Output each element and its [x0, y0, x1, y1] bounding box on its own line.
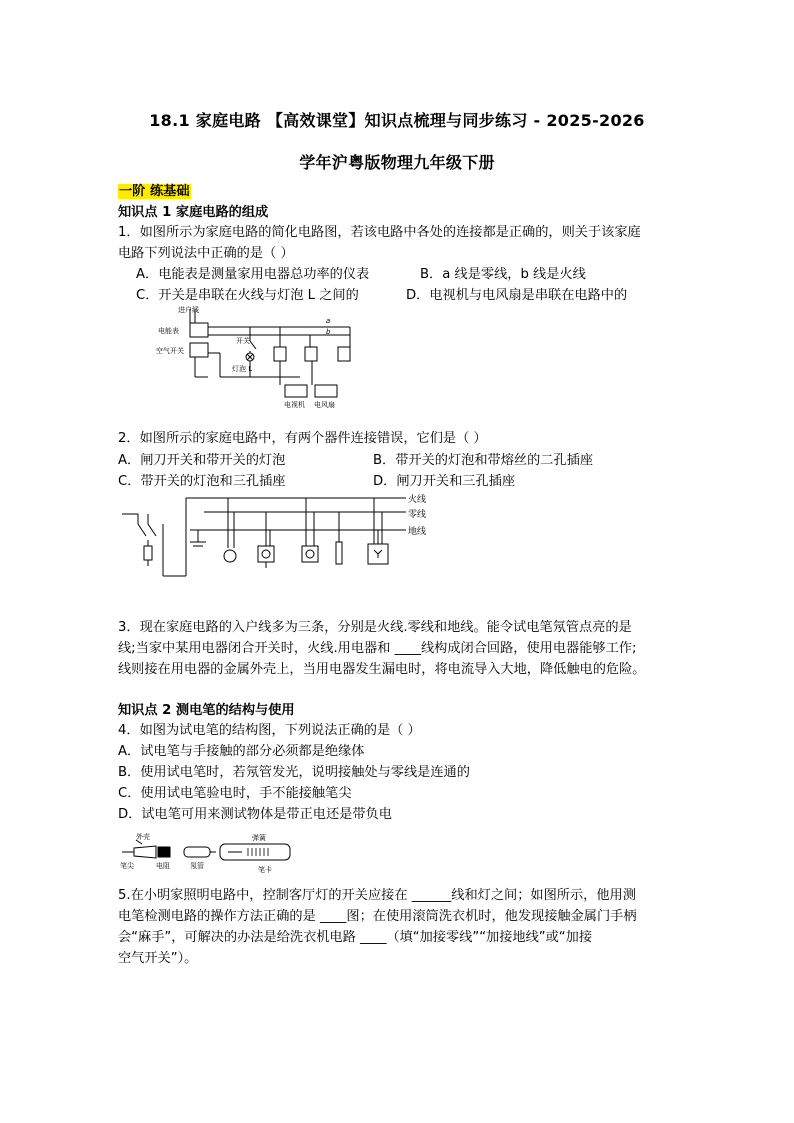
q2-option-a: A．闸刀开关和带开关的灯泡 — [118, 453, 286, 468]
q4-option-d: D．试电笔可用来测试物体是带正电还是带负电 — [118, 807, 392, 822]
fig4-label-spring: 弹簧 — [252, 834, 266, 842]
q4-option-a: A．试电笔与手接触的部分必须都是绝缘体 — [118, 744, 365, 759]
q5-stem-line4: 空气开关”）。 — [118, 951, 198, 966]
fig1-label-switch: 开关 — [236, 337, 250, 345]
q1-option-c: C．开关是串联在火线与灯泡 L 之间的 — [136, 288, 359, 303]
q3-stem-line3: 线则接在用电器的金属外壳上，当用电器发生漏电时，将电流导入大地，降低触电的危险。 — [118, 662, 646, 677]
q1-option-d: D．电视机与电风扇是串联在电路中的 — [406, 288, 628, 303]
section-label: 一阶 练基础 — [119, 184, 190, 199]
page-title-line1: 18.1 家庭电路 【高效课堂】知识点梳理与同步练习 - 2025-2026 — [149, 111, 645, 130]
q1-option-b: B．a 线是零线，b 线是火线 — [420, 267, 586, 282]
q4-test-pen-diagram — [118, 832, 298, 874]
fig1-label-a: a — [326, 317, 331, 325]
q2-stem: 2．如图所示的家庭电路中，有两个器件连接错误，它们是（ ） — [118, 431, 487, 446]
q5-stem-line1: 5.在小明家照明电路中，控制客厅灯的开关应接在 ______线和灯之间；如图所示，他用测 — [118, 888, 636, 903]
fig1-label-breaker: 空气开关 — [156, 347, 184, 355]
q2-option-b: B．带开关的灯泡和带熔丝的二孔插座 — [373, 453, 594, 468]
q1-stem-line1: 1．如图所示为家庭电路的简化电路图，若该电路中各处的连接都是正确的，则关于该家庭 — [118, 225, 641, 240]
fig2-label-neutral: 零线 — [408, 510, 427, 520]
q5-stem-line3: 会“麻手”，可解决的办法是给洗衣机电路 ____（填“加接零线”“加接地线”或“加接 — [118, 930, 593, 945]
q4-option-b: B．使用试电笔时，若氖管发光，说明接触处与零线是连通的 — [118, 765, 470, 780]
knowledge-point-1-title: 知识点 1 家庭电路的组成 — [118, 205, 269, 220]
q2-option-d: D．闸刀开关和三孔插座 — [373, 474, 516, 489]
fig1-label-meter: 电能表 — [158, 327, 179, 335]
q4-option-c: C．使用试电笔验电时，手不能接触笔尖 — [118, 786, 352, 801]
q1-circuit-diagram — [150, 303, 365, 410]
fig4-label-shell: 外壳 — [136, 833, 150, 841]
q3-stem-line1: 3．现在家庭电路的入户线多为三条，分别是火线.零线和地线。能令试电笔氖管点亮的是 — [118, 620, 632, 635]
knowledge-point-2-title: 知识点 2 测电笔的结构与使用 — [118, 703, 295, 718]
fig2-label-live: 火线 — [408, 495, 427, 505]
fig4-label-tip: 笔尖 — [120, 862, 134, 870]
fig1-label-in-line: 进户线 — [178, 306, 199, 314]
q1-stem-line2: 电路下列说法中正确的是（ ） — [118, 246, 294, 261]
fig1-label-b: b — [326, 328, 331, 336]
fig1-label-fan: 电风扇 — [314, 401, 335, 409]
fig4-label-neon: 氖管 — [190, 862, 204, 870]
q3-stem-line2: 线;当家中某用电器闭合开关时，火线.用电器和 ____线构成闭合回路，使用电器能够工作; — [118, 641, 637, 656]
page-title-line2: 学年沪粤版物理九年级下册 — [299, 153, 495, 172]
fig4-label-clip: 笔卡 — [258, 866, 272, 874]
fig4-label-resistor: 电阻 — [156, 862, 170, 870]
fig1-label-tv: 电视机 — [284, 401, 305, 409]
q1-option-a: A．电能表是测量家用电器总功率的仪表 — [136, 267, 370, 282]
fig2-label-ground: 地线 — [408, 527, 427, 537]
q5-stem-line2: 电笔检测电路的操作方法正确的是 ____图；在使用滚筒洗衣机时，他发现接触金属门手柄 — [118, 909, 637, 924]
q2-circuit-diagram — [118, 492, 438, 592]
q4-stem: 4．如图为试电笔的结构图，下列说法正确的是（ ） — [118, 723, 421, 738]
fig1-label-bulb: 灯泡 L — [232, 365, 253, 373]
section-header — [118, 181, 688, 202]
q2-option-c: C．带开关的灯泡和三孔插座 — [118, 474, 286, 489]
